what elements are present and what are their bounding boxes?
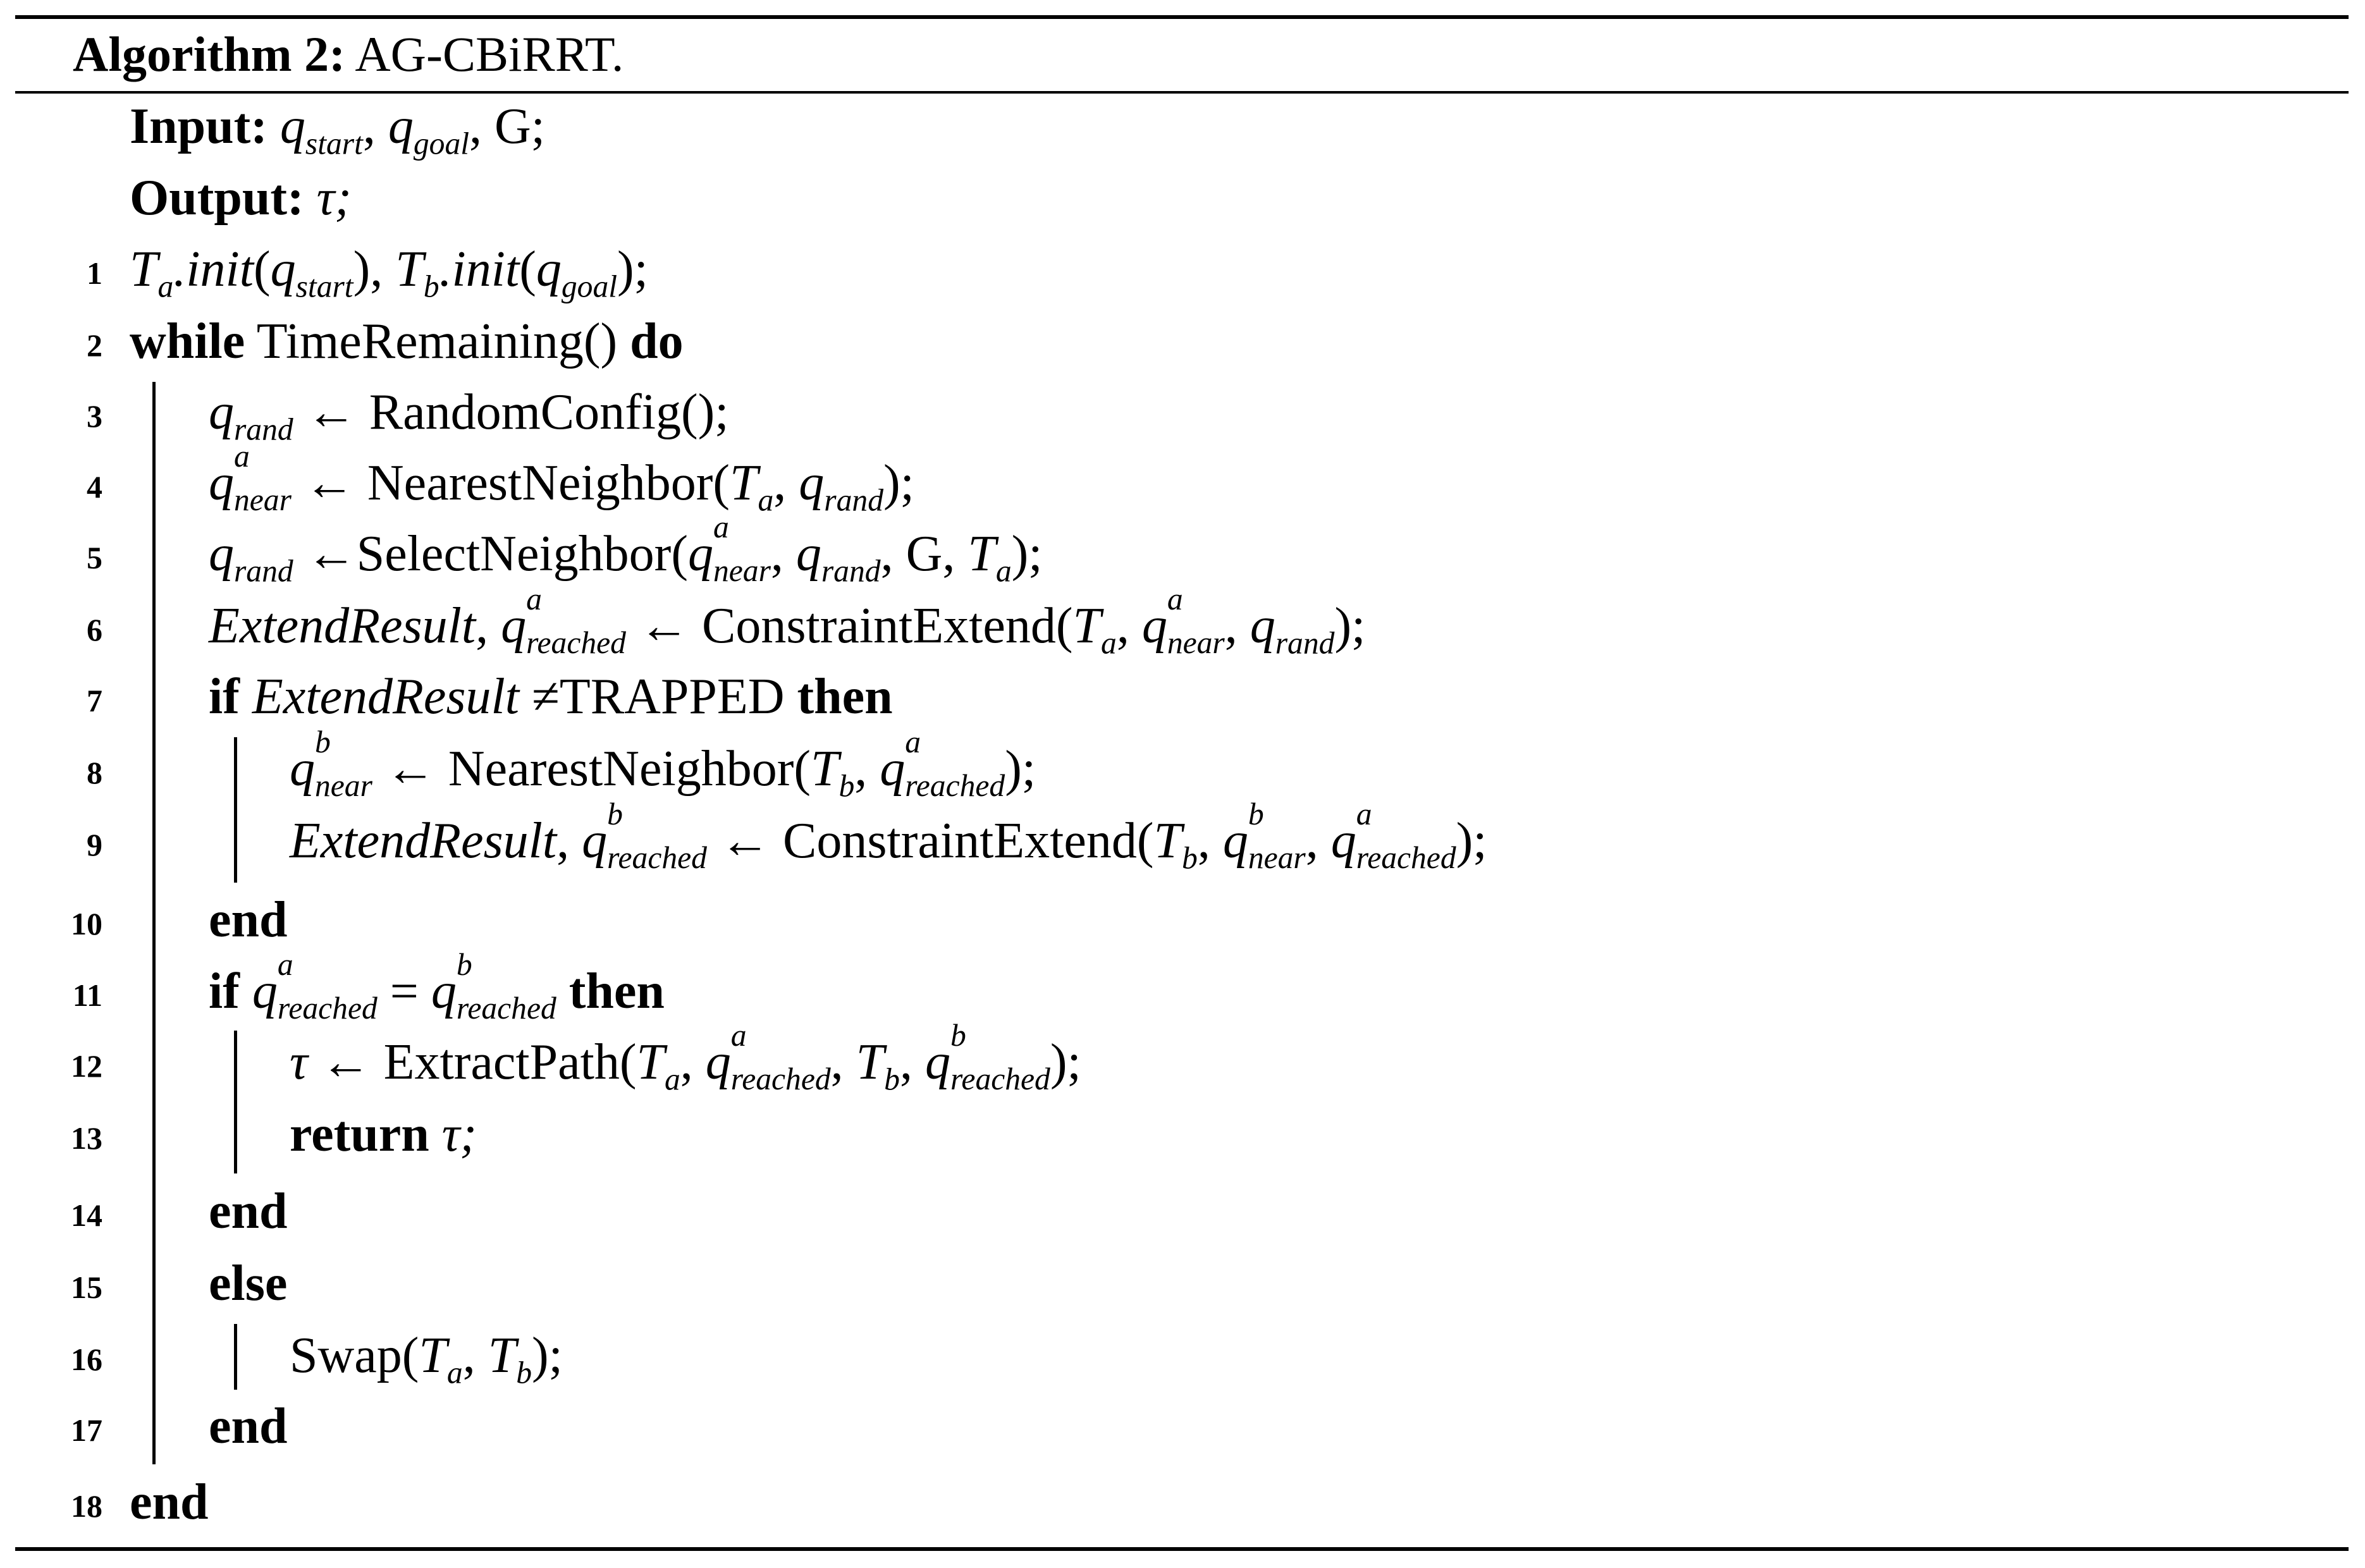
code-line-8: 8 q b near ← $NearestNeighbor(T_b$, q a reached);: [0, 737, 2365, 800]
while-condition: TimeRemaining(): [256, 314, 618, 369]
line-number: 1: [87, 255, 102, 291]
end-keyword: end: [209, 1184, 288, 1239]
end-keyword: end: [209, 1399, 288, 1454]
line-number: 9: [87, 827, 102, 862]
code-line-7: 7 if ExtendResult ≠TRAPPED then: [0, 665, 2365, 728]
line-number: 11: [72, 977, 102, 1013]
code-line-4: 4 q a near ← $NearestNeighbor(T_a$, $q_{rand}$);: [0, 451, 2365, 515]
end-keyword: end: [130, 1474, 209, 1530]
else-block-bar: [234, 1324, 237, 1390]
if-keyword: if: [209, 964, 240, 1019]
code-line-2: [0, 310, 2365, 373]
caption-label: Algorithm 2:: [73, 27, 346, 82]
else-keyword: else: [209, 1256, 288, 1311]
code-line-10: [0, 888, 2365, 952]
algorithm-caption: [73, 23, 624, 86]
line-number: 10: [71, 906, 102, 941]
code-line-17: [0, 1395, 2365, 1458]
code-line-6: 6 ExtendResult, q a reached ← $ConstraintExtend(T_a$, q a near, $q_{rand}$);: [0, 594, 2365, 658]
line-number: 5: [87, 540, 102, 575]
top-rule: [15, 15, 2349, 19]
code-line-13: [0, 1103, 2365, 1166]
code-line-14: [0, 1180, 2365, 1243]
line-number: 14: [71, 1197, 102, 1233]
return-keyword: return: [290, 1106, 429, 1162]
output-value: τ;: [316, 170, 352, 226]
code-line-16: 16 $Swap(T_a$, $T_b$);: [0, 1324, 2365, 1387]
line-number: 7: [87, 683, 102, 718]
line-number: 17: [71, 1412, 102, 1448]
input-graph: G;: [494, 99, 546, 154]
do-keyword: do: [630, 314, 684, 369]
code-line-9: 9 ExtendResult, q b reached ← $ConstraintExtend(T_b$, q b near, q a reached);: [0, 809, 2365, 873]
code-line-5: 5 $q_{rand}$ ←SelectNeighbor(q a near, $q_{rand}$, G, $T_a$);: [0, 522, 2365, 585]
caption-rule: [15, 91, 2349, 94]
then-keyword: then: [797, 669, 893, 725]
line-number: 15: [71, 1270, 102, 1305]
line-number: 8: [87, 755, 102, 790]
output-line: [0, 166, 2365, 230]
return-value: τ;: [441, 1106, 477, 1162]
line-number: 13: [71, 1120, 102, 1156]
line-number: 3: [87, 398, 102, 434]
input-line: Input: $q_{start}$, $q_{goal}$, G;: [130, 99, 546, 161]
if-block-bar-1: [234, 737, 237, 883]
while-keyword: while: [130, 314, 245, 369]
then-keyword: then: [568, 964, 665, 1019]
code-line-3: 3 $q_{rand}$ ← RandomConfig();: [0, 381, 2365, 444]
code-line-1: 1 $T_a.init(q_{start})$, $T_b.init(q_{goal})$;: [0, 238, 2365, 301]
line-number: 4: [87, 469, 102, 505]
line-number: 6: [87, 612, 102, 647]
output-keyword: Output:: [130, 170, 304, 226]
line-number: 16: [71, 1342, 102, 1377]
input-keyword: Input:: [130, 99, 267, 154]
code-line-12: 12 τ ← $ExtractPath(T_a$, q a reached, $T_b$, q b reached);: [0, 1031, 2365, 1094]
if-keyword: if: [209, 669, 240, 725]
line-number: 18: [71, 1488, 102, 1524]
code-line-15: [0, 1252, 2365, 1315]
caption-title: AG-CBiRRT.: [355, 27, 624, 82]
if-block-bar-2: [234, 1031, 237, 1173]
end-keyword: end: [209, 892, 288, 948]
line-number: 2: [87, 328, 102, 363]
code-line-18: [0, 1471, 2365, 1534]
code-line-11: 11 if q a reached = q b reached then: [0, 960, 2365, 1023]
while-block-bar: [152, 382, 156, 1464]
line-number: 12: [71, 1048, 102, 1084]
bottom-rule: [15, 1547, 2349, 1551]
